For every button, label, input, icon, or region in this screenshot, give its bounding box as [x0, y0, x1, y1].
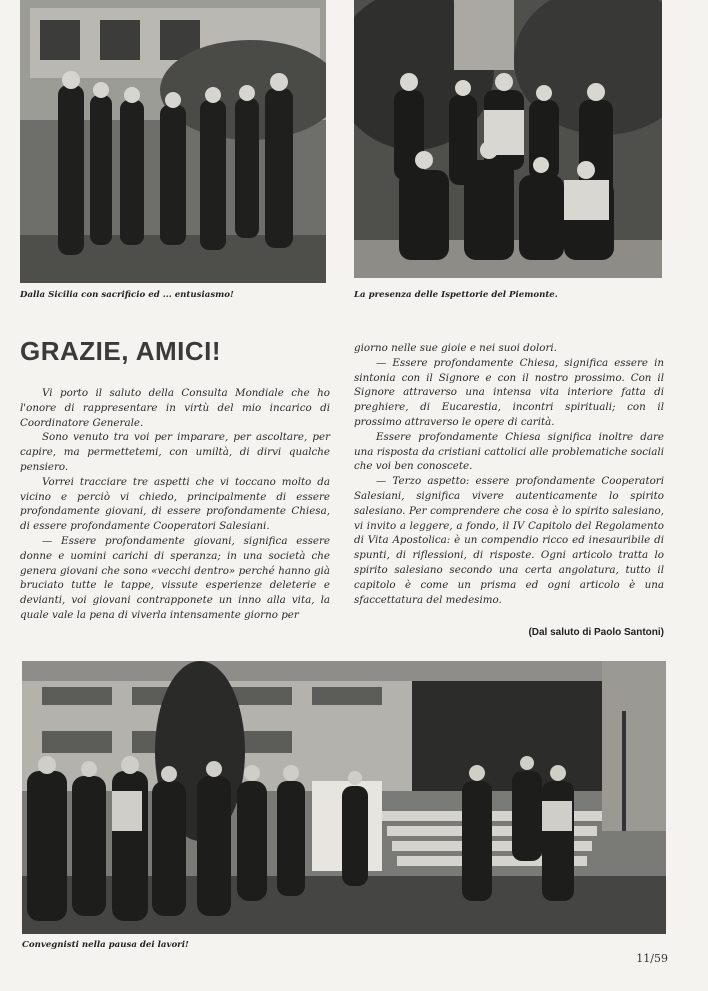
caption-bottom: Convegnisti nella pausa dei lavori!	[22, 940, 189, 950]
article-left-column	[20, 386, 330, 623]
photo-piemonte-group	[354, 0, 662, 278]
article-title: GRAZIE, AMICI!	[20, 336, 222, 366]
photo-convegnisti	[22, 661, 666, 934]
paragraph: — Essere profondamente Chiesa, significa essere in sintonia con il Signore e con il nostro prossimo. Con il Signore attraverso una intensa vita interiore fatta di preghiere, di Eucarestia, incontri spirituali; con il prossimo attraverso le opere di carità.	[354, 356, 664, 428]
paragraph: Sono venuto tra voi per imparare, per ascoltare, per capire, ma permettetemi, con umiltà, di dirvi qualche pensiero.	[20, 431, 330, 473]
article-signature: (Dal saluto di Paolo Santoni)	[528, 627, 664, 638]
caption-top-right: La presenza delle Ispettorie del Piemonte.	[354, 290, 558, 300]
paragraph: Vorrei tracciare tre aspetti che vi toccano molto da vicino e perciò vi chiedo, principalmente di essere profondamente giovani, di essere profondamente Chiesa, di essere profondamente Cooperatori Salesiani.	[20, 475, 330, 533]
photo-sicilia-image	[20, 0, 326, 283]
caption-top-left: Dalla Sicilia con sacrificio ed ... entusiasmo!	[20, 290, 234, 300]
photo-sicilia-group	[20, 0, 326, 283]
photo-convegnisti-image	[22, 661, 666, 934]
article-right-column	[354, 341, 664, 607]
paragraph: — Terzo aspetto: essere profondamente Cooperatori Salesiani, significa vivere autenticamente lo spirito salesiano. Per comprendere che cosa è lo spirito salesiano, vi invito a leggere, a fondo, il IV Capitolo del Regolamento di Vita Apostolica: è un compendio ricco ed inesauribile di spunti, di riflessioni, di risposte. Ogni articolo tratta lo spirito salesiano secondo una certa angolatura, tutto il capitolo è come un prisma ed ogni articolo è una sfaccettatura del medesimo.	[354, 475, 664, 606]
paragraph: Vi porto il saluto della Consulta Mondiale che ho l'onore di rappresentare in virtù del mio incarico di Coordinatore Generale.	[20, 387, 330, 429]
paragraph: giorno nelle sue gioie e nei suoi dolori.	[354, 342, 557, 354]
photo-piemonte-image	[354, 0, 662, 278]
paragraph: — Essere profondamente giovani, significa essere donne e uomini carichi di speranza; in una società che genera giovani che sono «vecchi dentro» perché hanno già bruciato tutte le tappe, vissute esperienze deleterie e devianti, voi giovani contrapponete un inno alla vita, la quale vale la pena di viverla intensamente giorno per	[20, 534, 330, 621]
page-number: 11/59	[636, 952, 668, 965]
paragraph: Essere profondamente Chiesa significa inoltre dare una risposta da cristiani cattolici alle problematiche sociali che voi ben conoscete.	[354, 430, 664, 473]
